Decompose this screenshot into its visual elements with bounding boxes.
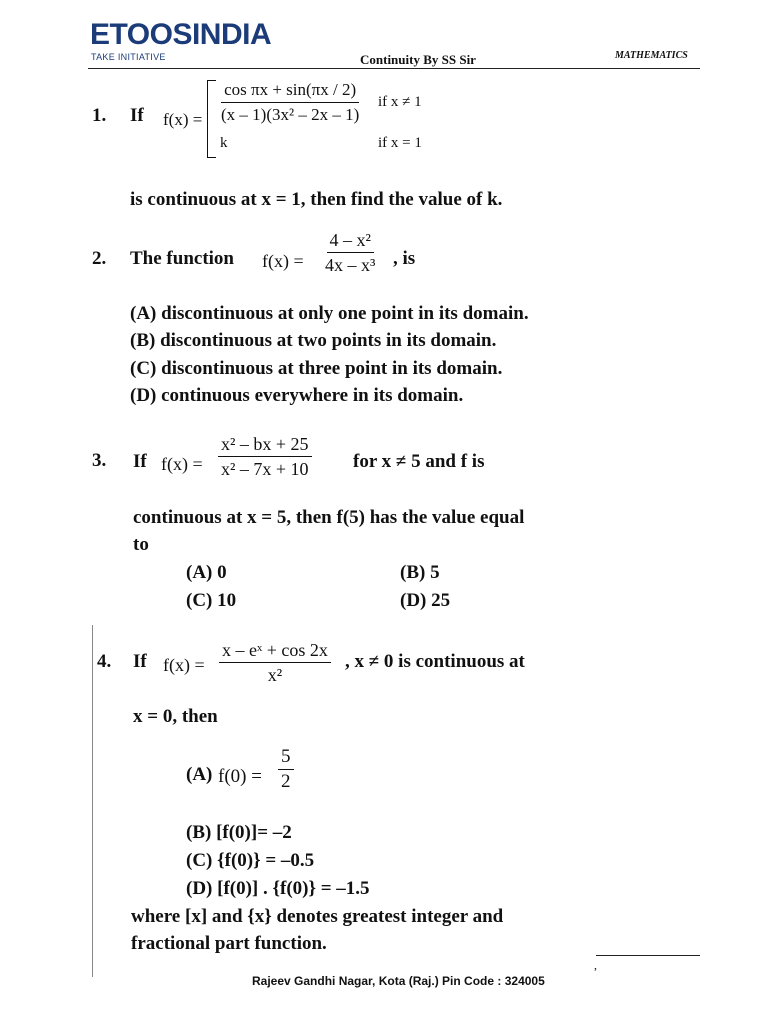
q1-lead: If: [130, 105, 144, 126]
q4-note-line2: fractional part function.: [131, 933, 327, 954]
q1-case1-fraction: [218, 80, 362, 125]
q3-option-b: (B) 5: [400, 562, 440, 583]
q2-numerator: 4 – x²: [327, 230, 374, 253]
q4-fraction: [219, 640, 331, 685]
q3-function-label: f(x) =: [161, 454, 203, 474]
q3-statement-end: to: [133, 534, 149, 555]
footer-mark: ,: [594, 958, 597, 972]
q3-fraction: [218, 434, 312, 479]
q3-option-a: (A) 0: [186, 562, 227, 583]
q3-condition: for x ≠ 5 and f is: [353, 451, 485, 472]
q2-option-c: (C) discontinuous at three point in its domain.: [130, 358, 503, 379]
q4-option-b: (B) [f(0)]= –2: [186, 822, 292, 843]
margin-line: [92, 625, 93, 977]
q1-case1-condition: if x ≠ 1: [378, 94, 422, 110]
q3-option-d: (D) 25: [400, 590, 451, 611]
q4-number: 4.: [97, 651, 112, 672]
q2-fraction: [322, 230, 378, 275]
q1-case1-denominator: (x – 1)(3x² – 2x – 1): [221, 105, 360, 124]
q3-lead: If: [133, 451, 147, 472]
footer-rule: [596, 955, 700, 956]
q2-option-d: (D) continuous everywhere in its domain.: [130, 385, 464, 406]
q4-function-label: f(x) =: [163, 655, 205, 675]
q4-statement: x = 0, then: [133, 706, 218, 727]
q2-lead: The function: [130, 248, 234, 269]
q4-note-line1: where [x] and {x} denotes greatest integer and: [131, 906, 504, 927]
q2-function-label: f(x) =: [262, 251, 304, 271]
q2-option-a: (A) discontinuous at only one point in its domain.: [130, 303, 529, 324]
q4-option-a-label: (A): [186, 764, 213, 785]
q4-option-d: (D) [f(0)] . {f(0)} = –1.5: [186, 878, 370, 899]
q3-numerator: x² – bx + 25: [218, 434, 312, 457]
q3-statement: continuous at x = 5, then f(5) has the value equal: [133, 507, 525, 528]
q1-number: 1.: [92, 105, 107, 126]
q4-option-a-expression: f(0) =: [218, 766, 262, 787]
q4-option-a-numerator: 5: [278, 747, 294, 770]
q2-denominator: 4x – x³: [325, 255, 376, 275]
q1-function-label: f(x) =: [163, 110, 203, 129]
q2-option-b: (B) discontinuous at two points in its domain.: [130, 330, 497, 351]
page-title: Continuity By SS Sir: [360, 52, 476, 67]
footer-address: Rajeev Gandhi Nagar, Kota (Raj.) Pin Code : 324005: [252, 974, 545, 988]
subject-label: MATHEMATICS: [615, 50, 688, 61]
q4-denominator: x²: [267, 665, 283, 685]
q1-case1-numerator: cos πx + sin(πx / 2): [221, 80, 359, 103]
q2-tail: , is: [393, 248, 416, 269]
q3-denominator: x² – 7x + 10: [221, 459, 309, 479]
q4-option-c: (C) {f(0)} = –0.5: [186, 850, 315, 871]
q4-lead: If: [133, 651, 147, 672]
q3-option-c: (C) 10: [186, 590, 237, 611]
brand-logo: ETOOSINDIA: [90, 18, 272, 51]
q2-number: 2.: [92, 248, 107, 269]
q1-piecewise-brace: [207, 80, 216, 158]
header-divider: [88, 68, 700, 69]
q4-numerator: x – eˣ + cos 2x: [219, 640, 331, 663]
q1-case2-condition: if x = 1: [378, 135, 422, 151]
q1-statement: is continuous at x = 1, then find the value of k.: [130, 189, 503, 210]
q3-number: 3.: [92, 450, 107, 471]
q4-condition: , x ≠ 0 is continuous at: [345, 651, 525, 672]
q4-option-a-fraction: [278, 747, 294, 792]
q4-option-a-denominator: 2: [281, 771, 291, 792]
brand-tagline: TAKE INITIATIVE: [91, 52, 166, 62]
q1-case2-value: k: [220, 135, 228, 151]
